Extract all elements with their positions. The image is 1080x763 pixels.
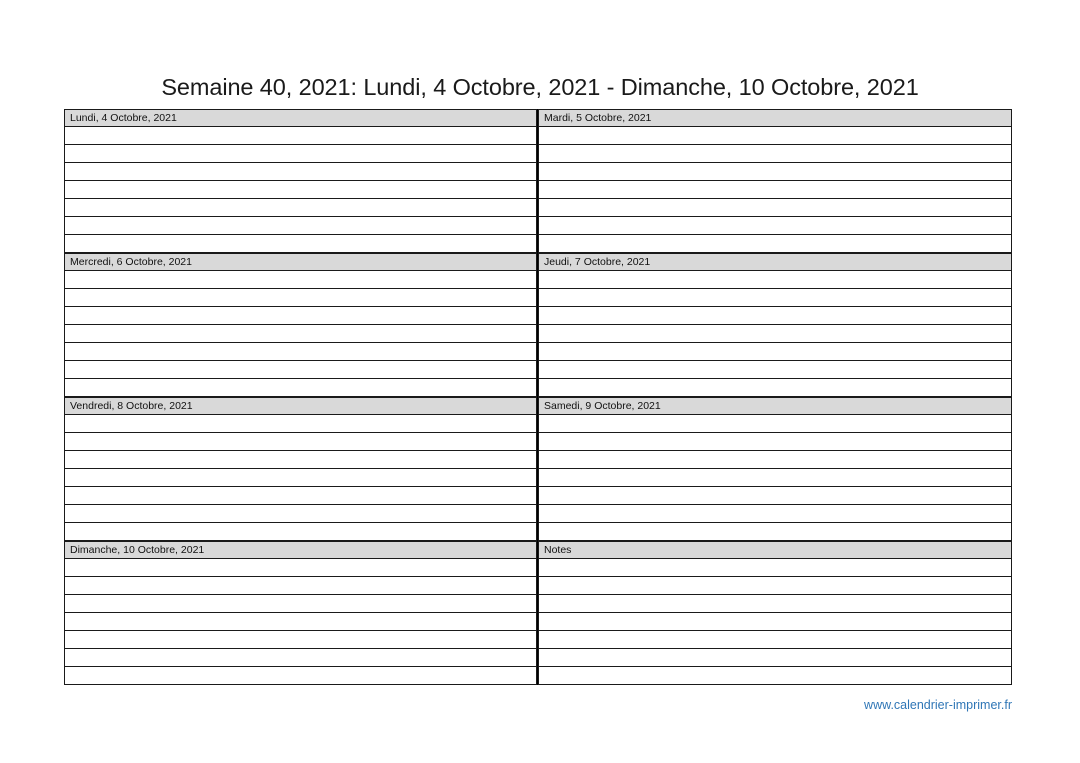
day-lines-samedi[interactable] <box>538 415 1012 541</box>
day-lines-jeudi[interactable] <box>538 271 1012 397</box>
write-line[interactable] <box>539 667 1011 685</box>
write-line[interactable] <box>65 145 536 163</box>
write-line[interactable] <box>539 289 1011 307</box>
write-line[interactable] <box>539 469 1011 487</box>
write-line[interactable] <box>539 505 1011 523</box>
day-cell-jeudi[interactable] <box>538 253 1012 397</box>
day-header-lundi: Lundi, 4 Octobre, 2021 <box>64 109 537 127</box>
day-cell-vendredi[interactable] <box>64 397 538 541</box>
day-header-notes: Notes <box>538 541 1012 559</box>
write-line[interactable] <box>65 631 536 649</box>
write-line[interactable] <box>65 595 536 613</box>
write-line[interactable] <box>539 307 1011 325</box>
write-line[interactable] <box>539 361 1011 379</box>
write-line[interactable] <box>65 379 536 397</box>
write-line[interactable] <box>65 217 536 235</box>
write-line[interactable] <box>539 199 1011 217</box>
write-line[interactable] <box>65 559 536 577</box>
write-line[interactable] <box>65 127 536 145</box>
day-block <box>64 541 1012 685</box>
write-line[interactable] <box>539 379 1011 397</box>
write-line[interactable] <box>539 235 1011 253</box>
write-line[interactable] <box>539 487 1011 505</box>
write-line[interactable] <box>539 577 1011 595</box>
weekly-calendar-grid <box>64 109 1012 685</box>
day-cell-mardi[interactable] <box>538 109 1012 253</box>
write-line[interactable] <box>539 217 1011 235</box>
write-line[interactable] <box>539 559 1011 577</box>
day-block <box>64 397 1012 541</box>
day-lines-notes[interactable] <box>538 559 1012 685</box>
day-header-vendredi: Vendredi, 8 Octobre, 2021 <box>64 397 537 415</box>
page-title: Semaine 40, 2021: Lundi, 4 Octobre, 2021 - Dimanche, 10 Octobre, 2021 <box>161 73 919 100</box>
write-line[interactable] <box>65 667 536 685</box>
write-line[interactable] <box>539 145 1011 163</box>
day-block <box>64 253 1012 397</box>
day-lines-vendredi[interactable] <box>64 415 537 541</box>
write-line[interactable] <box>539 433 1011 451</box>
write-line[interactable] <box>539 325 1011 343</box>
day-lines-mardi[interactable] <box>538 127 1012 253</box>
write-line[interactable] <box>539 631 1011 649</box>
write-line[interactable] <box>65 415 536 433</box>
write-line[interactable] <box>65 469 536 487</box>
write-line[interactable] <box>65 163 536 181</box>
day-header-jeudi: Jeudi, 7 Octobre, 2021 <box>538 253 1012 271</box>
write-line[interactable] <box>65 613 536 631</box>
day-cell-samedi[interactable] <box>538 397 1012 541</box>
write-line[interactable] <box>539 451 1011 469</box>
write-line[interactable] <box>65 487 536 505</box>
day-lines-lundi[interactable] <box>64 127 537 253</box>
day-lines-dimanche[interactable] <box>64 559 537 685</box>
day-header-mardi: Mardi, 5 Octobre, 2021 <box>538 109 1012 127</box>
footer-website-link[interactable]: www.calendrier-imprimer.fr <box>864 698 1012 712</box>
write-line[interactable] <box>539 415 1011 433</box>
write-line[interactable] <box>65 289 536 307</box>
write-line[interactable] <box>65 361 536 379</box>
day-cell-mercredi[interactable] <box>64 253 538 397</box>
day-cell-dimanche[interactable] <box>64 541 538 685</box>
write-line[interactable] <box>539 523 1011 541</box>
write-line[interactable] <box>539 595 1011 613</box>
day-header-mercredi: Mercredi, 6 Octobre, 2021 <box>64 253 537 271</box>
write-line[interactable] <box>539 163 1011 181</box>
write-line[interactable] <box>539 343 1011 361</box>
write-line[interactable] <box>65 577 536 595</box>
write-line[interactable] <box>65 181 536 199</box>
write-line[interactable] <box>65 235 536 253</box>
write-line[interactable] <box>65 523 536 541</box>
write-line[interactable] <box>65 451 536 469</box>
day-cell-notes[interactable] <box>538 541 1012 685</box>
day-block <box>64 109 1012 253</box>
write-line[interactable] <box>65 325 536 343</box>
write-line[interactable] <box>539 649 1011 667</box>
write-line[interactable] <box>65 307 536 325</box>
write-line[interactable] <box>539 127 1011 145</box>
day-lines-mercredi[interactable] <box>64 271 537 397</box>
write-line[interactable] <box>539 613 1011 631</box>
write-line[interactable] <box>539 271 1011 289</box>
write-line[interactable] <box>65 343 536 361</box>
day-cell-lundi[interactable] <box>64 109 538 253</box>
write-line[interactable] <box>65 433 536 451</box>
day-header-dimanche: Dimanche, 10 Octobre, 2021 <box>64 541 537 559</box>
write-line[interactable] <box>65 505 536 523</box>
write-line[interactable] <box>65 649 536 667</box>
day-header-samedi: Samedi, 9 Octobre, 2021 <box>538 397 1012 415</box>
write-line[interactable] <box>65 271 536 289</box>
write-line[interactable] <box>539 181 1011 199</box>
write-line[interactable] <box>65 199 536 217</box>
